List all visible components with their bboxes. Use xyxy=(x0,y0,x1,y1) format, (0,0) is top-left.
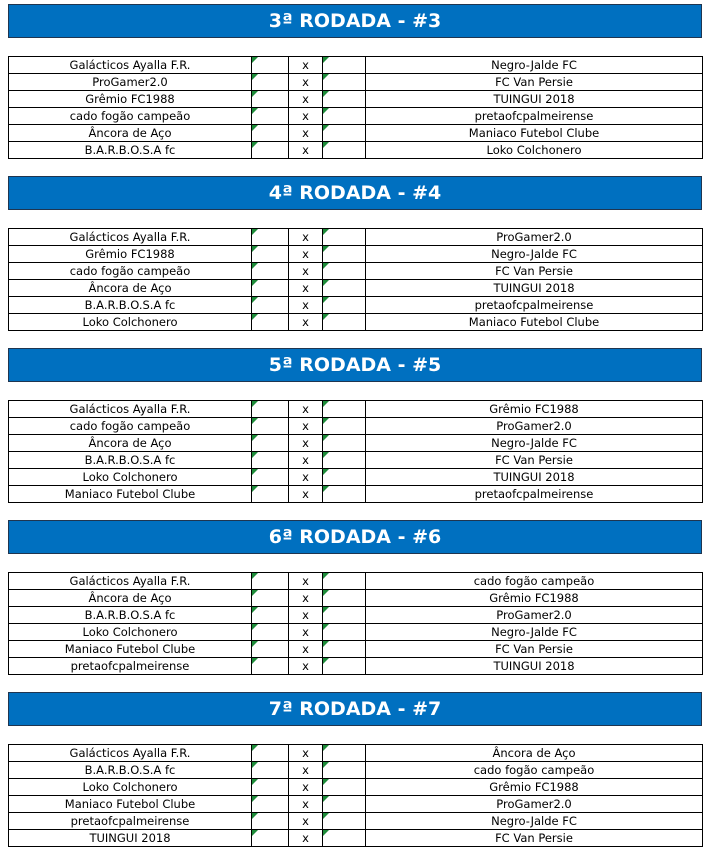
home-team: Grêmio FC1988 xyxy=(9,91,252,108)
home-score-cell[interactable] xyxy=(252,57,289,74)
home-score-cell[interactable] xyxy=(252,796,289,813)
match-row xyxy=(9,830,703,847)
round-title: 3ª RODADA - #3 xyxy=(8,4,702,38)
versus-label: x xyxy=(289,418,323,435)
match-row xyxy=(9,607,703,624)
versus-label: x xyxy=(289,452,323,469)
versus-label: x xyxy=(289,486,323,503)
match-row xyxy=(9,796,703,813)
away-team: FC Van Persie xyxy=(366,641,703,658)
versus-label: x xyxy=(289,469,323,486)
home-score-cell[interactable] xyxy=(252,108,289,125)
match-row xyxy=(9,108,703,125)
fixtures-table xyxy=(8,228,703,331)
away-team: FC Van Persie xyxy=(366,263,703,280)
home-team: Maniaco Futebol Clube xyxy=(9,641,252,658)
home-team: Âncora de Aço xyxy=(9,125,252,142)
away-score-cell[interactable] xyxy=(323,280,366,297)
away-score-cell[interactable] xyxy=(323,469,366,486)
versus-label: x xyxy=(289,74,323,91)
home-team: Âncora de Aço xyxy=(9,435,252,452)
round-title: 7ª RODADA - #7 xyxy=(8,692,702,726)
home-team: B.A.R.B.O.S.A fc xyxy=(9,142,252,159)
match-row xyxy=(9,74,703,91)
away-team: Negro-Jalde FC xyxy=(366,624,703,641)
fixtures-table xyxy=(8,56,703,159)
versus-label: x xyxy=(289,297,323,314)
away-score-cell[interactable] xyxy=(323,229,366,246)
away-team: Negro-Jalde FC xyxy=(366,435,703,452)
match-row xyxy=(9,229,703,246)
home-team: pretaofcpalmeirense xyxy=(9,813,252,830)
home-score-cell[interactable] xyxy=(252,74,289,91)
home-score-cell[interactable] xyxy=(252,401,289,418)
away-team: pretaofcpalmeirense xyxy=(366,486,703,503)
away-team: Grêmio FC1988 xyxy=(366,401,703,418)
home-team: Maniaco Futebol Clube xyxy=(9,486,252,503)
match-row xyxy=(9,314,703,331)
away-team: Negro-Jalde FC xyxy=(366,57,703,74)
away-team: FC Van Persie xyxy=(366,452,703,469)
away-score-cell[interactable] xyxy=(323,624,366,641)
home-team: ProGamer2.0 xyxy=(9,74,252,91)
away-score-cell[interactable] xyxy=(323,125,366,142)
away-team: cado fogão campeão xyxy=(366,762,703,779)
home-score-cell[interactable] xyxy=(252,658,289,675)
away-score-cell[interactable] xyxy=(323,74,366,91)
away-score-cell[interactable] xyxy=(323,658,366,675)
match-row xyxy=(9,762,703,779)
versus-label: x xyxy=(289,830,323,847)
match-row xyxy=(9,813,703,830)
home-score-cell[interactable] xyxy=(252,745,289,762)
home-team: Galácticos Ayalla F.R. xyxy=(9,229,252,246)
home-team: B.A.R.B.O.S.A fc xyxy=(9,762,252,779)
home-score-cell[interactable] xyxy=(252,486,289,503)
home-score-cell[interactable] xyxy=(252,229,289,246)
away-score-cell[interactable] xyxy=(323,108,366,125)
home-score-cell[interactable] xyxy=(252,246,289,263)
home-team: pretaofcpalmeirense xyxy=(9,658,252,675)
home-team: Galácticos Ayalla F.R. xyxy=(9,573,252,590)
match-row xyxy=(9,641,703,658)
round-title: 6ª RODADA - #6 xyxy=(8,520,702,554)
versus-label: x xyxy=(289,658,323,675)
away-score-cell[interactable] xyxy=(323,607,366,624)
home-score-cell[interactable] xyxy=(252,91,289,108)
home-score-cell[interactable] xyxy=(252,435,289,452)
away-score-cell[interactable] xyxy=(323,418,366,435)
match-row xyxy=(9,435,703,452)
away-score-cell[interactable] xyxy=(323,57,366,74)
versus-label: x xyxy=(289,779,323,796)
away-team: pretaofcpalmeirense xyxy=(366,108,703,125)
away-team: Grêmio FC1988 xyxy=(366,590,703,607)
versus-label: x xyxy=(289,142,323,159)
away-team: TUINGUI 2018 xyxy=(366,91,703,108)
home-score-cell[interactable] xyxy=(252,263,289,280)
home-score-cell[interactable] xyxy=(252,418,289,435)
match-row xyxy=(9,658,703,675)
away-team: Negro-Jalde FC xyxy=(366,246,703,263)
home-team: B.A.R.B.O.S.A fc xyxy=(9,297,252,314)
home-team: B.A.R.B.O.S.A fc xyxy=(9,607,252,624)
away-score-cell[interactable] xyxy=(323,813,366,830)
match-row xyxy=(9,57,703,74)
match-row xyxy=(9,263,703,280)
away-score-cell[interactable] xyxy=(323,830,366,847)
away-team: TUINGUI 2018 xyxy=(366,658,703,675)
home-team: cado fogão campeão xyxy=(9,418,252,435)
match-row xyxy=(9,297,703,314)
fixtures-table xyxy=(8,400,703,503)
home-score-cell[interactable] xyxy=(252,607,289,624)
match-row xyxy=(9,401,703,418)
home-score-cell[interactable] xyxy=(252,779,289,796)
away-team: FC Van Persie xyxy=(366,74,703,91)
match-row xyxy=(9,779,703,796)
away-score-cell[interactable] xyxy=(323,779,366,796)
home-score-cell[interactable] xyxy=(252,590,289,607)
home-score-cell[interactable] xyxy=(252,641,289,658)
home-score-cell[interactable] xyxy=(252,280,289,297)
away-team: FC Van Persie xyxy=(366,830,703,847)
match-row xyxy=(9,573,703,590)
away-team: ProGamer2.0 xyxy=(366,796,703,813)
home-score-cell[interactable] xyxy=(252,830,289,847)
match-row xyxy=(9,246,703,263)
away-team: TUINGUI 2018 xyxy=(366,280,703,297)
round-block xyxy=(8,4,702,159)
versus-label: x xyxy=(289,314,323,331)
versus-label: x xyxy=(289,624,323,641)
versus-label: x xyxy=(289,590,323,607)
versus-label: x xyxy=(289,796,323,813)
round-block xyxy=(8,348,702,503)
away-score-cell[interactable] xyxy=(323,314,366,331)
away-team: Grêmio FC1988 xyxy=(366,779,703,796)
home-score-cell[interactable] xyxy=(252,762,289,779)
home-team: B.A.R.B.O.S.A fc xyxy=(9,452,252,469)
away-team: Maniaco Futebol Clube xyxy=(366,125,703,142)
away-score-cell[interactable] xyxy=(323,263,366,280)
away-score-cell[interactable] xyxy=(323,297,366,314)
versus-label: x xyxy=(289,263,323,280)
away-team: Âncora de Aço xyxy=(366,745,703,762)
away-score-cell[interactable] xyxy=(323,641,366,658)
away-score-cell[interactable] xyxy=(323,246,366,263)
versus-label: x xyxy=(289,229,323,246)
fixtures-table xyxy=(8,572,703,675)
home-team: Loko Colchonero xyxy=(9,624,252,641)
away-score-cell[interactable] xyxy=(323,762,366,779)
home-team: Grêmio FC1988 xyxy=(9,246,252,263)
home-team: cado fogão campeão xyxy=(9,263,252,280)
away-team: Loko Colchonero xyxy=(366,142,703,159)
round-title: 5ª RODADA - #5 xyxy=(8,348,702,382)
home-score-cell[interactable] xyxy=(252,813,289,830)
home-team: TUINGUI 2018 xyxy=(9,830,252,847)
versus-label: x xyxy=(289,641,323,658)
home-team: Galácticos Ayalla F.R. xyxy=(9,57,252,74)
match-row xyxy=(9,418,703,435)
away-score-cell[interactable] xyxy=(323,796,366,813)
home-score-cell[interactable] xyxy=(252,573,289,590)
match-row xyxy=(9,745,703,762)
match-row xyxy=(9,452,703,469)
versus-label: x xyxy=(289,435,323,452)
match-row xyxy=(9,590,703,607)
home-score-cell[interactable] xyxy=(252,452,289,469)
home-score-cell[interactable] xyxy=(252,469,289,486)
versus-label: x xyxy=(289,57,323,74)
home-team: Âncora de Aço xyxy=(9,590,252,607)
away-team: ProGamer2.0 xyxy=(366,229,703,246)
match-row xyxy=(9,91,703,108)
away-team: Negro-Jalde FC xyxy=(366,813,703,830)
versus-label: x xyxy=(289,125,323,142)
away-team: pretaofcpalmeirense xyxy=(366,297,703,314)
away-team: TUINGUI 2018 xyxy=(366,469,703,486)
versus-label: x xyxy=(289,108,323,125)
away-score-cell[interactable] xyxy=(323,401,366,418)
match-row xyxy=(9,280,703,297)
home-team: Loko Colchonero xyxy=(9,779,252,796)
away-score-cell[interactable] xyxy=(323,452,366,469)
away-team: Maniaco Futebol Clube xyxy=(366,314,703,331)
home-team: Galácticos Ayalla F.R. xyxy=(9,745,252,762)
away-score-cell[interactable] xyxy=(323,142,366,159)
versus-label: x xyxy=(289,813,323,830)
match-row xyxy=(9,469,703,486)
home-team: Maniaco Futebol Clube xyxy=(9,796,252,813)
away-score-cell[interactable] xyxy=(323,435,366,452)
away-team: ProGamer2.0 xyxy=(366,607,703,624)
match-row xyxy=(9,486,703,503)
versus-label: x xyxy=(289,280,323,297)
versus-label: x xyxy=(289,762,323,779)
home-score-cell[interactable] xyxy=(252,142,289,159)
versus-label: x xyxy=(289,745,323,762)
away-score-cell[interactable] xyxy=(323,486,366,503)
away-team: ProGamer2.0 xyxy=(366,418,703,435)
round-block xyxy=(8,692,702,847)
away-score-cell[interactable] xyxy=(323,745,366,762)
fixtures-table xyxy=(8,744,703,847)
match-row xyxy=(9,125,703,142)
versus-label: x xyxy=(289,401,323,418)
home-score-cell[interactable] xyxy=(252,314,289,331)
versus-label: x xyxy=(289,573,323,590)
versus-label: x xyxy=(289,607,323,624)
away-score-cell[interactable] xyxy=(323,91,366,108)
home-team: Loko Colchonero xyxy=(9,314,252,331)
match-row xyxy=(9,142,703,159)
home-team: Loko Colchonero xyxy=(9,469,252,486)
home-team: Âncora de Aço xyxy=(9,280,252,297)
away-team: cado fogão campeão xyxy=(366,573,703,590)
home-score-cell[interactable] xyxy=(252,125,289,142)
versus-label: x xyxy=(289,91,323,108)
away-score-cell[interactable] xyxy=(323,573,366,590)
round-title: 4ª RODADA - #4 xyxy=(8,176,702,210)
round-block xyxy=(8,176,702,331)
away-score-cell[interactable] xyxy=(323,590,366,607)
home-team: Galácticos Ayalla F.R. xyxy=(9,401,252,418)
home-score-cell[interactable] xyxy=(252,624,289,641)
round-block xyxy=(8,520,702,675)
home-team: cado fogão campeão xyxy=(9,108,252,125)
match-row xyxy=(9,624,703,641)
home-score-cell[interactable] xyxy=(252,297,289,314)
versus-label: x xyxy=(289,246,323,263)
